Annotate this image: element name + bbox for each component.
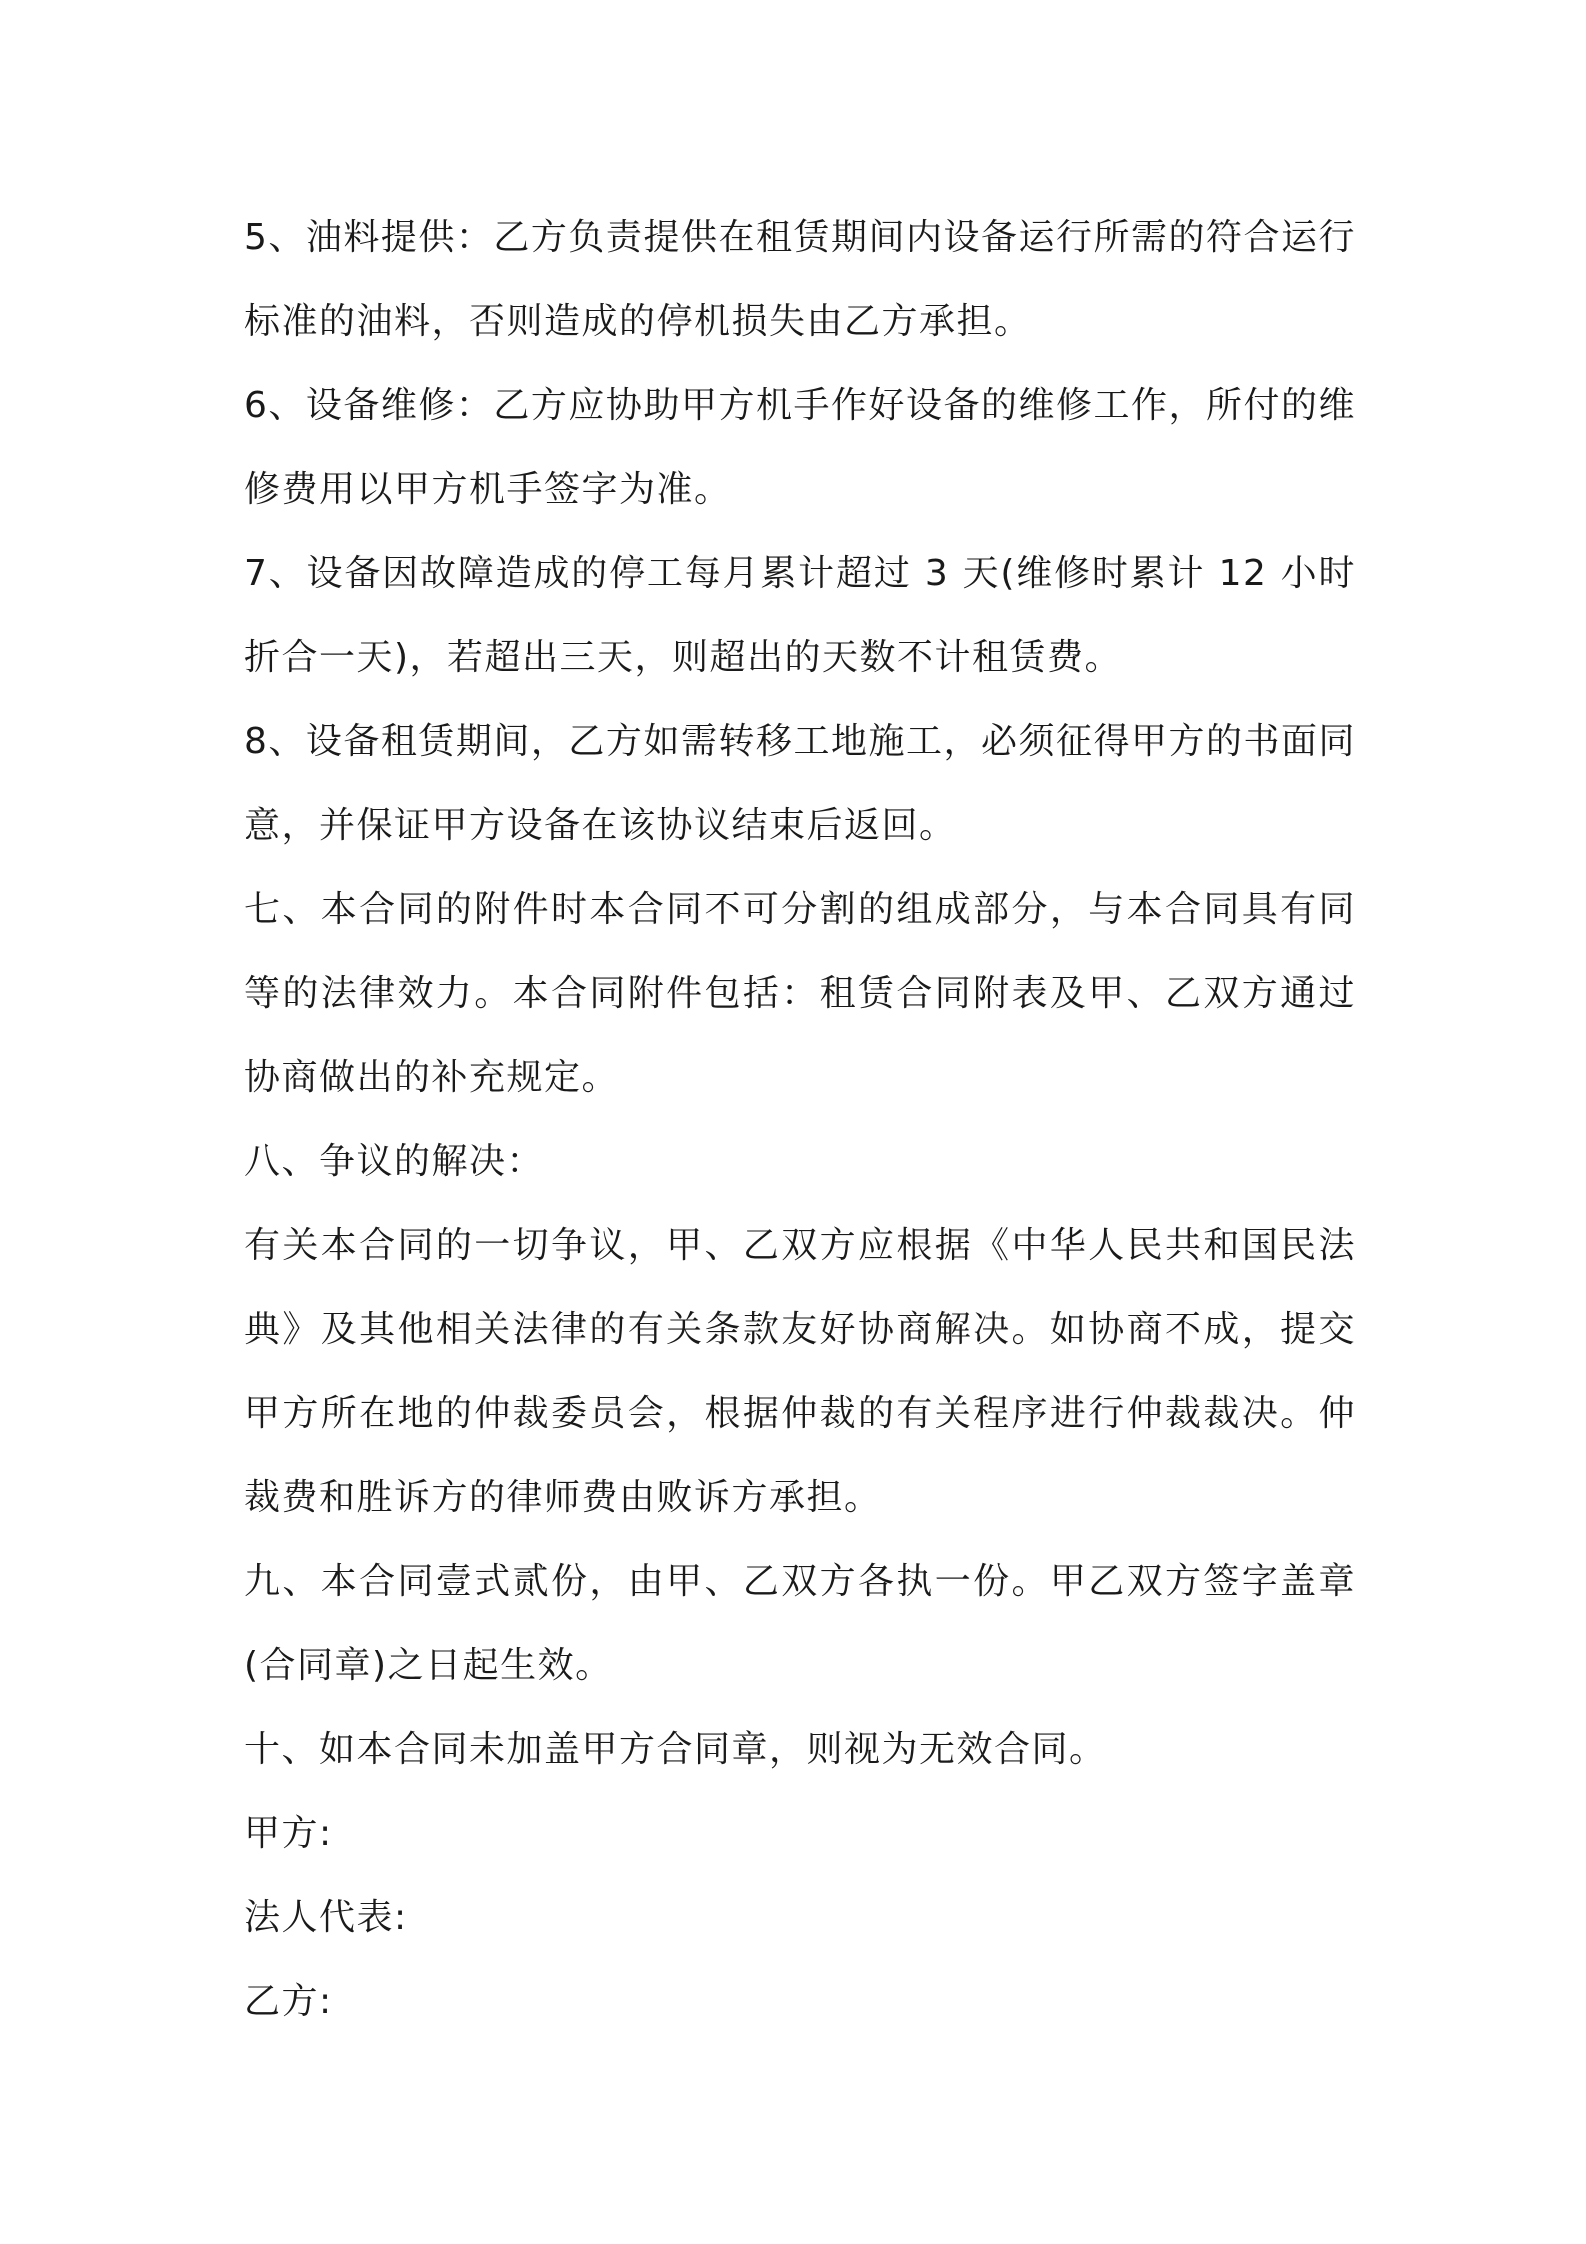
article-8-dispute-resolution: 有关本合同的一切争议，甲、乙双方应根据《中华人民共和国民法典》及其他相关法律的有关条款友好协商解决。如协商不成，提交甲方所在地的仲裁委员会，根据仲裁的有关程序进行仲裁裁决。仲裁费和胜诉方的律师费由败诉方承担。 — [244, 1225, 1356, 1518]
clause-6-equipment-repair: 6、设备维修：乙方应协助甲方机手作好设备的维修工作，所付的维修费用以甲方机手签字为准。 — [244, 385, 1356, 510]
party-b-signature-label: 乙方: — [244, 1981, 333, 2022]
legal-representative-label: 法人代表: — [244, 1897, 408, 1938]
article-10-validity: 十、如本合同未加盖甲方合同章，则视为无效合同。 — [244, 1729, 1107, 1770]
article-8-heading: 八、争议的解决： — [244, 1141, 545, 1182]
article-7-attachments: 七、本合同的附件时本合同不可分割的组成部分，与本合同具有同等的法律效力。本合同附件包括：租赁合同附表及甲、乙双方通过协商做出的补充规定。 — [244, 889, 1356, 1098]
article-9-copies: 九、本合同壹式贰份，由甲、乙双方各执一份。甲乙双方签字盖章(合同章)之日起生效。 — [244, 1561, 1356, 1686]
party-a-signature-label: 甲方: — [244, 1813, 333, 1854]
clause-5-fuel-supply: 5、油料提供：乙方负责提供在租赁期间内设备运行所需的符合运行标准的油料，否则造成的停机损失由乙方承担。 — [244, 217, 1356, 342]
document-body — [244, 196, 1356, 2044]
clause-7-downtime: 7、设备因故障造成的停工每月累计超过 3 天(维修时累计 12 小时折合一天)，若超出三天，则超出的天数不计租赁费。 — [244, 553, 1356, 678]
clause-8-site-transfer: 8、设备租赁期间，乙方如需转移工地施工，必须征得甲方的书面同意，并保证甲方设备在该协议结束后返回。 — [244, 721, 1356, 846]
